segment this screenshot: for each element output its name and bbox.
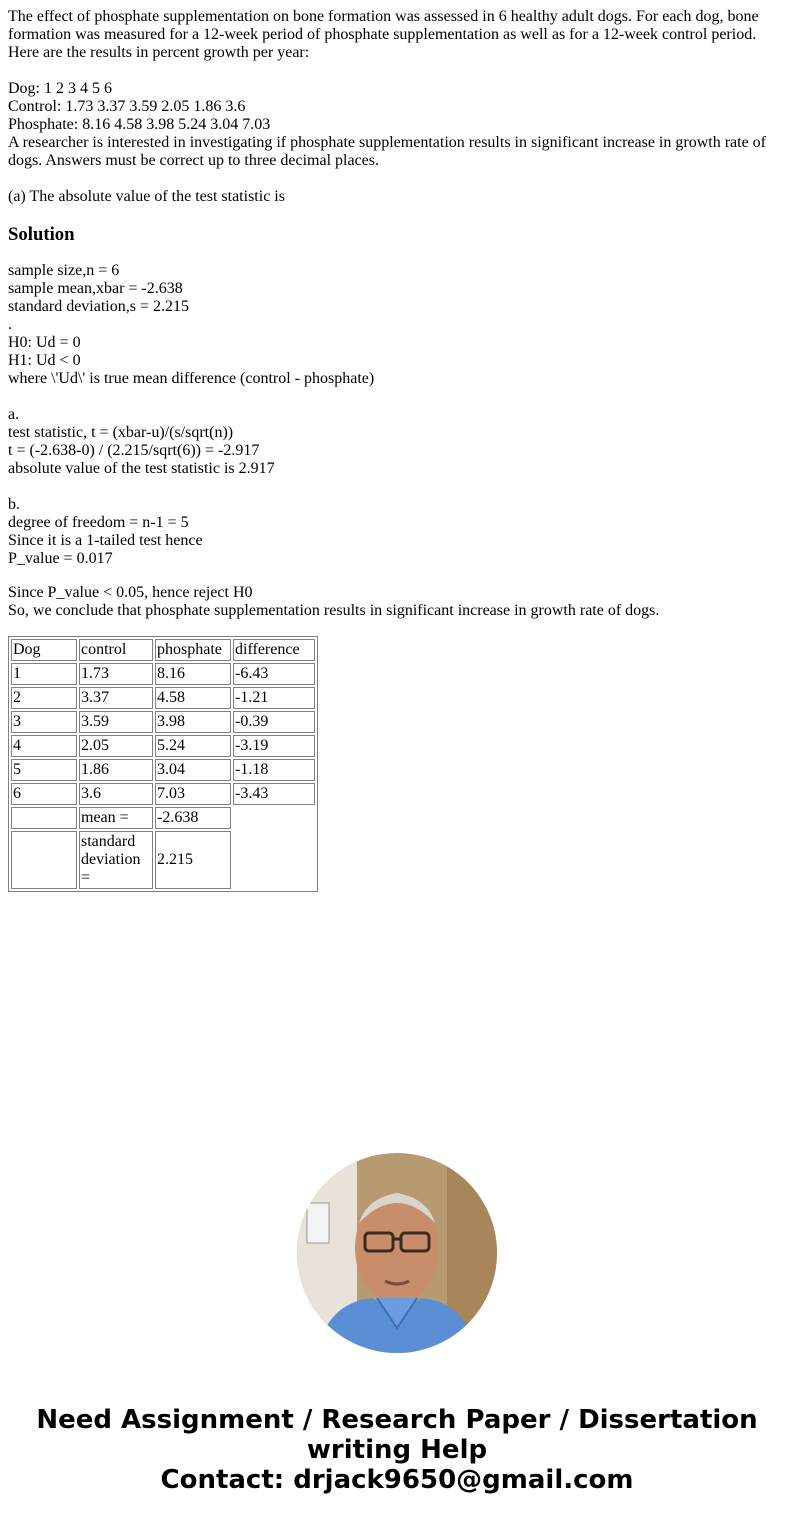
table-header-row <box>11 639 315 661</box>
table-cell: 4.58 <box>155 687 231 709</box>
table-cell: 3.6 <box>79 783 153 805</box>
footer-promo <box>0 1405 794 1495</box>
table-cell: 3.59 <box>79 711 153 733</box>
table-cell: 3.98 <box>155 711 231 733</box>
solution-block-1 <box>8 262 786 388</box>
table-cell: -3.19 <box>233 735 315 757</box>
table-cell: 6 <box>11 783 77 805</box>
table-cell: -0.39 <box>233 711 315 733</box>
table-cell: -1.18 <box>233 759 315 781</box>
solution-line: where \'Ud\' is true mean difference (control - phosphate) <box>8 370 375 387</box>
solution-line: So, we conclude that phosphate supplementation results in significant increase in growth rate of dogs. <box>8 602 660 619</box>
control-line: Control: 1.73 3.37 3.59 2.05 1.86 3.6 <box>8 98 246 115</box>
footer-contact: Contact: drjack9650@gmail.com <box>160 1465 634 1495</box>
solution-line: sample size,n = 6 <box>8 262 120 279</box>
table-empty-cell <box>11 831 77 889</box>
table-mean-row <box>11 807 315 829</box>
solution-line: sample mean,xbar = -2.638 <box>8 280 183 297</box>
table-row <box>11 735 315 757</box>
table-cell: 7.03 <box>155 783 231 805</box>
table-cell: 8.16 <box>155 663 231 685</box>
solution-line: . <box>8 316 12 333</box>
table-header-cell: control <box>79 639 153 661</box>
solution-block-3 <box>8 496 786 568</box>
sd-value: 2.215 <box>155 831 231 889</box>
solution-line: t = (-2.638-0) / (2.215/sqrt(6)) = -2.917 <box>8 442 260 459</box>
solution-block-2 <box>8 406 786 478</box>
table-cell: -3.43 <box>233 783 315 805</box>
phosphate-line: Phosphate: 8.16 4.58 3.98 5.24 3.04 7.03 <box>8 116 271 133</box>
table-cell: -6.43 <box>233 663 315 685</box>
table-cell: 4 <box>11 735 77 757</box>
footer-line-2: writing Help <box>306 1435 488 1465</box>
table-row <box>11 759 315 781</box>
table-sd-row <box>11 831 315 889</box>
solution-line: b. <box>8 496 20 513</box>
table-cell: 3.04 <box>155 759 231 781</box>
solution-line: a. <box>8 406 20 423</box>
table-row <box>11 687 315 709</box>
solution-line: absolute value of the test statistic is 2.917 <box>8 460 275 477</box>
question-a: (a) The absolute value of the test statistic is <box>8 188 285 205</box>
table-cell: 3 <box>11 711 77 733</box>
portrait-image <box>297 1153 497 1353</box>
solution-line: degree of freedom = n-1 = 5 <box>8 514 189 531</box>
solution-block-4 <box>8 584 786 620</box>
table-header-cell: Dog <box>11 639 77 661</box>
data-table <box>8 636 318 892</box>
table-cell: -1.21 <box>233 687 315 709</box>
footer-line-1: Need Assignment / Research Paper / Dissertation <box>36 1405 758 1435</box>
table-cell: 1 <box>11 663 77 685</box>
table-cell: 1.86 <box>79 759 153 781</box>
avatar <box>297 1153 497 1353</box>
table-row <box>11 783 315 805</box>
document-body <box>8 8 786 892</box>
table-cell: 5.24 <box>155 735 231 757</box>
table-cell: 2.05 <box>79 735 153 757</box>
solution-heading: Solution <box>8 224 75 245</box>
mean-label: mean = <box>79 807 153 829</box>
table-cell: 3.37 <box>79 687 153 709</box>
problem-intro: The effect of phosphate supplementation on bone formation was assessed in 6 healthy adult dogs. For each dog, bone formation was measured for a 12-week period of phosphate supplementation as well as for a 12-week control period. Here are the results in percent growth per year: <box>8 8 763 61</box>
solution-line: P_value = 0.017 <box>8 550 113 567</box>
table-row <box>11 663 315 685</box>
sd-label: standard deviation = <box>79 831 153 889</box>
table-empty-cell <box>11 807 77 829</box>
problem-task: A researcher is interested in investigating if phosphate supplementation results in significant increase in growth rate of dogs. Answers must be correct up to three decimal places. <box>8 134 771 169</box>
table-cell: 2 <box>11 687 77 709</box>
mean-value: -2.638 <box>155 807 231 829</box>
solution-line: Since P_value < 0.05, hence reject H0 <box>8 584 253 601</box>
table-header-cell: phosphate <box>155 639 231 661</box>
table-cell: 1.73 <box>79 663 153 685</box>
solution-line: H0: Ud = 0 <box>8 334 81 351</box>
table-cell: 5 <box>11 759 77 781</box>
solution-line: H1: Ud < 0 <box>8 352 81 369</box>
table-row <box>11 711 315 733</box>
table-header-cell: difference <box>233 639 315 661</box>
dog-line: Dog: 1 2 3 4 5 6 <box>8 80 112 97</box>
solution-line: test statistic, t = (xbar-u)/(s/sqrt(n)) <box>8 424 234 441</box>
solution-line: Since it is a 1-tailed test hence <box>8 532 203 549</box>
solution-line: standard deviation,s = 2.215 <box>8 298 189 315</box>
